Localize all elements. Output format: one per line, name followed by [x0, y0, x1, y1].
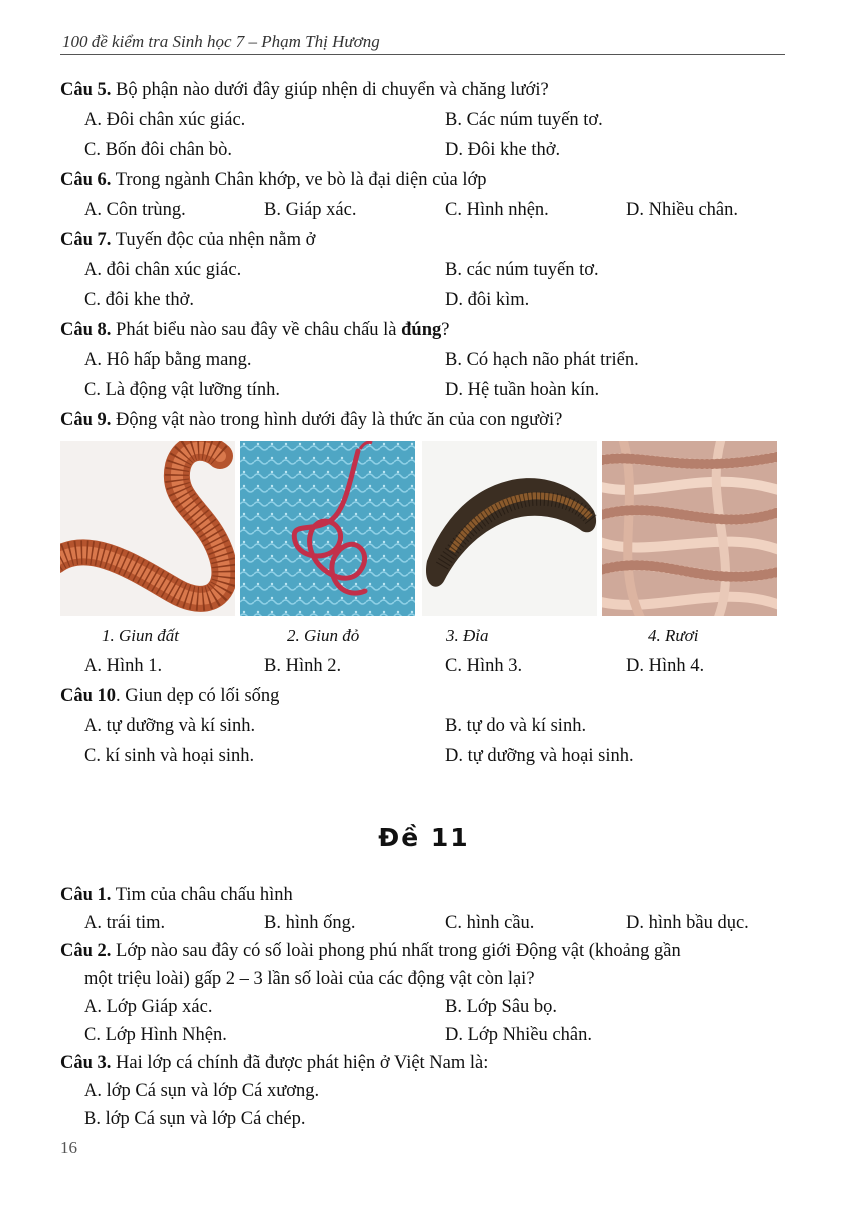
section-title: Đề 11 — [378, 823, 470, 852]
option-c: C. Lớp Hình Nhện. — [84, 1025, 227, 1045]
caption-1: 1. Giun đất — [102, 626, 179, 645]
option-c: C. hình cầu. — [445, 913, 535, 933]
options-row — [60, 105, 788, 135]
option-c: C. Là động vật lưỡng tính. — [84, 380, 281, 400]
option-c: C. kí sinh và hoại sinh. — [84, 746, 255, 766]
question-7: Câu 7. Tuyến độc của nhện nằm ở — [60, 230, 316, 250]
option-d: D. hình bầu dục. — [626, 913, 749, 933]
question-10: Câu 10. Giun dẹp có lối sống — [60, 686, 280, 706]
options-row — [60, 1077, 788, 1105]
option-b: B. lớp Cá sụn và lớp Cá chép. — [84, 1109, 306, 1129]
options-row — [60, 651, 788, 681]
option-b: B. Giáp xác. — [264, 200, 357, 220]
question-5: Câu 5. Bộ phận nào dưới đây giúp nhện di chuyển và chăng lưới? — [60, 80, 549, 100]
options-row — [60, 345, 788, 375]
running-header — [60, 30, 785, 55]
options-row — [60, 741, 788, 771]
option-a: A. đôi chân xúc giác. — [84, 260, 242, 280]
option-d: D. Lớp Nhiều chân. — [445, 1025, 592, 1045]
page-number: 16 — [60, 1138, 77, 1157]
figure-captions — [60, 621, 788, 651]
option-b: B. hình ống. — [264, 913, 356, 933]
earthworm-image — [60, 441, 235, 616]
option-c: C. Bốn đôi chân bò. — [84, 140, 232, 160]
options-row — [60, 255, 788, 285]
option-a: A. tự dưỡng và kí sinh. — [84, 716, 256, 736]
book-title: 100 đề kiểm tra Sinh học 7 – Phạm Thị Hương — [62, 32, 380, 51]
option-a: A. Hô hấp bằng mang. — [84, 350, 252, 370]
question-2: Câu 2. Lớp nào sau đây có số loài phong phú nhất trong giới Động vật (khoảng gần một triệu loài) gấp 2 – 3 lần số loài của các động vật còn lại? — [60, 941, 681, 989]
option-b: B. các núm tuyến tơ. — [445, 260, 599, 280]
options-row — [60, 135, 788, 165]
option-d: D. đôi kìm. — [445, 290, 530, 310]
option-c: C. đôi khe thở. — [84, 290, 194, 310]
option-d: D. Nhiều chân. — [626, 200, 738, 220]
options-row — [60, 285, 788, 315]
option-d: D. Hệ tuần hoàn kín. — [445, 380, 600, 400]
caption-4: 4. Rươi — [648, 626, 699, 645]
options-row — [60, 909, 788, 937]
options-row — [60, 1021, 788, 1049]
option-b: B. Có hạch não phát triển. — [445, 350, 639, 370]
question-3: Câu 3. Hai lớp cá chính đã được phát hiện ở Việt Nam là: — [60, 1053, 489, 1073]
option-a: A. Đôi chân xúc giác. — [84, 110, 246, 130]
option-d: D. Đôi khe thở. — [445, 140, 561, 160]
option-b: B. Lớp Sâu bọ. — [445, 997, 558, 1017]
option-a: A. lớp Cá sụn và lớp Cá xương. — [84, 1081, 320, 1101]
options-row — [60, 993, 788, 1021]
option-a: A. trái tim. — [84, 913, 166, 933]
option-c: C. Hình 3. — [445, 656, 523, 676]
red-worm-image — [240, 441, 415, 616]
question-9: Câu 9. Động vật nào trong hình dưới đây là thức ăn của con người? — [60, 410, 563, 430]
option-b: B. Các núm tuyến tơ. — [445, 110, 603, 130]
option-a: A. Côn trùng. — [84, 200, 186, 220]
options-row — [60, 195, 788, 225]
options-row — [60, 375, 788, 405]
options-row — [60, 711, 788, 741]
ragworm-image — [602, 441, 777, 616]
option-d: D. Hình 4. — [626, 656, 705, 676]
option-c: C. Hình nhện. — [445, 200, 549, 220]
page-content — [60, 75, 788, 1133]
question-6: Câu 6. Trong ngành Chân khớp, ve bò là đại diện của lớp — [60, 170, 487, 190]
option-b: B. Hình 2. — [264, 656, 342, 676]
option-a: A. Lớp Giáp xác. — [84, 997, 213, 1017]
option-d: D. tự dưỡng và hoại sinh. — [445, 746, 634, 766]
options-row — [60, 1105, 788, 1133]
question-1: Câu 1. Tim của châu chấu hình — [60, 885, 293, 905]
option-a: A. Hình 1. — [84, 656, 163, 676]
leech-image — [422, 441, 597, 616]
caption-3: 3. Đỉa — [446, 626, 489, 645]
question-8: Câu 8. Phát biểu nào sau đây về châu chấu là đúng? — [60, 320, 450, 340]
caption-2: 2. Giun đỏ — [287, 626, 360, 645]
option-b: B. tự do và kí sinh. — [445, 716, 587, 736]
figure-row — [60, 441, 788, 621]
